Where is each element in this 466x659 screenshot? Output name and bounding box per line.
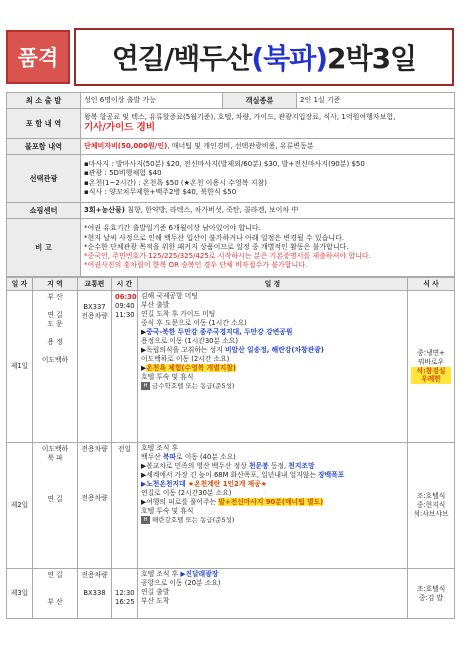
col-transport: 교통편 bbox=[78, 278, 112, 291]
min-value: 성인 6명이상 출발 가능 bbox=[81, 93, 223, 109]
excluded-value: 단체비자비(50,000원/인), 매너팁 및 개인경비, 선택관광비용, 유류변동분 bbox=[81, 139, 455, 155]
shopping-value: 3회+농산물) 침향, 한약방, 라텍스, 차가버섯, 죽탄, 콜라겐, 보이차 中 bbox=[81, 203, 455, 219]
day3-times: 12:30 16:25 bbox=[112, 569, 138, 619]
shopping-label: 쇼핑센터 bbox=[7, 203, 81, 219]
day3-date: 제3일 bbox=[7, 569, 33, 619]
day3-transport: 전용차량 BX338 bbox=[78, 569, 112, 619]
day3-meals: 조:호텔식 중:김 밥 bbox=[408, 569, 455, 619]
col-schedule: 일 정 bbox=[138, 278, 408, 291]
day1-times: 06:30 09:40 11:30 bbox=[112, 291, 138, 443]
day2-meals: 조:호텔식 중:현지식 석:샤브샤브 bbox=[408, 443, 455, 569]
summary-table bbox=[6, 92, 455, 277]
min-label: 최 소 출 발 bbox=[7, 93, 81, 109]
day2-schedule: 호텔 조식 후 백두산 북파로 이동 (40분 소요) ▶볼교차로 민족의 영산 백두산 정상 천문봉 등정, 천지조망 ▶세계에서 가장 긴 높이 68M 화산폭포, 일년내내 얼지않는 장백폭포 ▶노천온천지대 ★온천계란 1인2개 제공★ 연길로 이동 (2시간30분 소요) ▶여행의 피로를 풀어주는 발+전신마사지 90분(매너팁 별도) 호텔 투숙 및 휴식 H 해란강호텔 또는 동급(준5성) bbox=[138, 443, 408, 569]
day2-date: 제2일 bbox=[7, 443, 33, 569]
included-label: 포 함 내 역 bbox=[7, 109, 81, 139]
col-meals: 식 사 bbox=[408, 278, 455, 291]
day1-hotel: H 금수학호텔 또는 동급(준5성) bbox=[141, 382, 404, 391]
optional-tour-list: ▪마사지 : 발마사지(50분) $20, 전신마사지(발제외/60분) $30, 발+전신마사지(90분) $50 ▪관광 : 5D비행체험 $40 ▪온천(1~2시간) : 온천욕 $50 (★온천 이용시 수영복 지참) ▪식사 : 양꼬치무제한+맥주2병 $40, 북한식 $50 bbox=[81, 155, 455, 203]
col-region: 지 역 bbox=[33, 278, 78, 291]
notes-list: *여권 유효기간 출발일기준 6개월이상 남아있어야 합니다. *현지 날씨 사정으로 인해 백두산 입산이 불가하거나 아래 일정은 변경될 수 있습니다. *순수한 단체관광 목적을 위한 패키지 상품이므로 일정 중 개별적인 활동은 불가합니다. *중국인, 주민번호가 125/225/325/425로 시작하시는 분은 기본증명서를 제출하셔야 합니다. *여권사진의 훗차림이 한복 OR 승복인 경우 단체 비자접수가 불가합니다. bbox=[81, 219, 455, 277]
itinerary-table bbox=[6, 277, 455, 619]
day3-schedule: 호텔 조식 후 ▶진달래광장 공항으로 이동 (20분 소요) 연길 출발 부산 도착 bbox=[138, 569, 408, 619]
notes-label: 비 고 bbox=[7, 219, 81, 277]
included-value: 왕복 항공료 및 텍스, 유류할증료(5월기준), 호텔, 차량, 가이드, 관광지입장료, 식사, 1억원여행자보험, 기사/가이드 경비 bbox=[81, 109, 455, 139]
day2-transport: 전용차량 전용차량 bbox=[78, 443, 112, 569]
grade-badge: 품격 bbox=[6, 30, 70, 84]
day3-row bbox=[7, 569, 455, 619]
page-title: 연길/백두산 (북파) 2박3일 bbox=[74, 28, 454, 86]
day1-date: 제1일 bbox=[7, 291, 33, 443]
day1-transport: BX337 전용차량 bbox=[78, 291, 112, 443]
optional-tour-label: 선택관광 bbox=[7, 155, 81, 203]
day1-regions: 부 산 연 길 도 문 용 정 이도백하 bbox=[33, 291, 78, 443]
room-type-label: 객실종류 bbox=[223, 93, 297, 109]
excluded-label: 불포함 내역 bbox=[7, 139, 81, 155]
col-date: 일 자 bbox=[7, 278, 33, 291]
day1-row bbox=[7, 291, 455, 443]
day2-regions: 이도백하 북 파 연 길 bbox=[33, 443, 78, 569]
day1-schedule: 김해 국제공항 미팅 부산 출발 연길 도착 후 가이드 미팅 중식 후 도문으로 이동 (1시간 소요) ▶중국-북한 두만강 종주국경지대, 두만강 강변공원 용정으로 이동 (1시간30분 소요) ▶독립의식을 고취하는 성지 비암산 일송정, 해란강(차창관광) 이도백하로 이동 (2시간 소요) ▶온천욕 체험(수영복 개별지참) 호텔 투숙 및 휴식 H 금수학호텔 또는 동급(준5성) bbox=[138, 291, 408, 443]
room-type-value: 2인 1실 기준 bbox=[297, 93, 455, 109]
hotel-icon: H bbox=[141, 516, 150, 524]
day2-hotel: H 해란강호텔 또는 동급(준5성) bbox=[141, 516, 404, 525]
day2-time: 전일 bbox=[112, 443, 138, 569]
day2-row bbox=[7, 443, 455, 569]
hotel-icon: H bbox=[141, 382, 150, 390]
day3-regions: 연 길 부 산 bbox=[33, 569, 78, 619]
col-time: 시 간 bbox=[112, 278, 138, 291]
day1-meals: 중:냉면+ 꿔바로우 석:참검실 우례한 bbox=[408, 291, 455, 443]
header bbox=[6, 28, 454, 90]
